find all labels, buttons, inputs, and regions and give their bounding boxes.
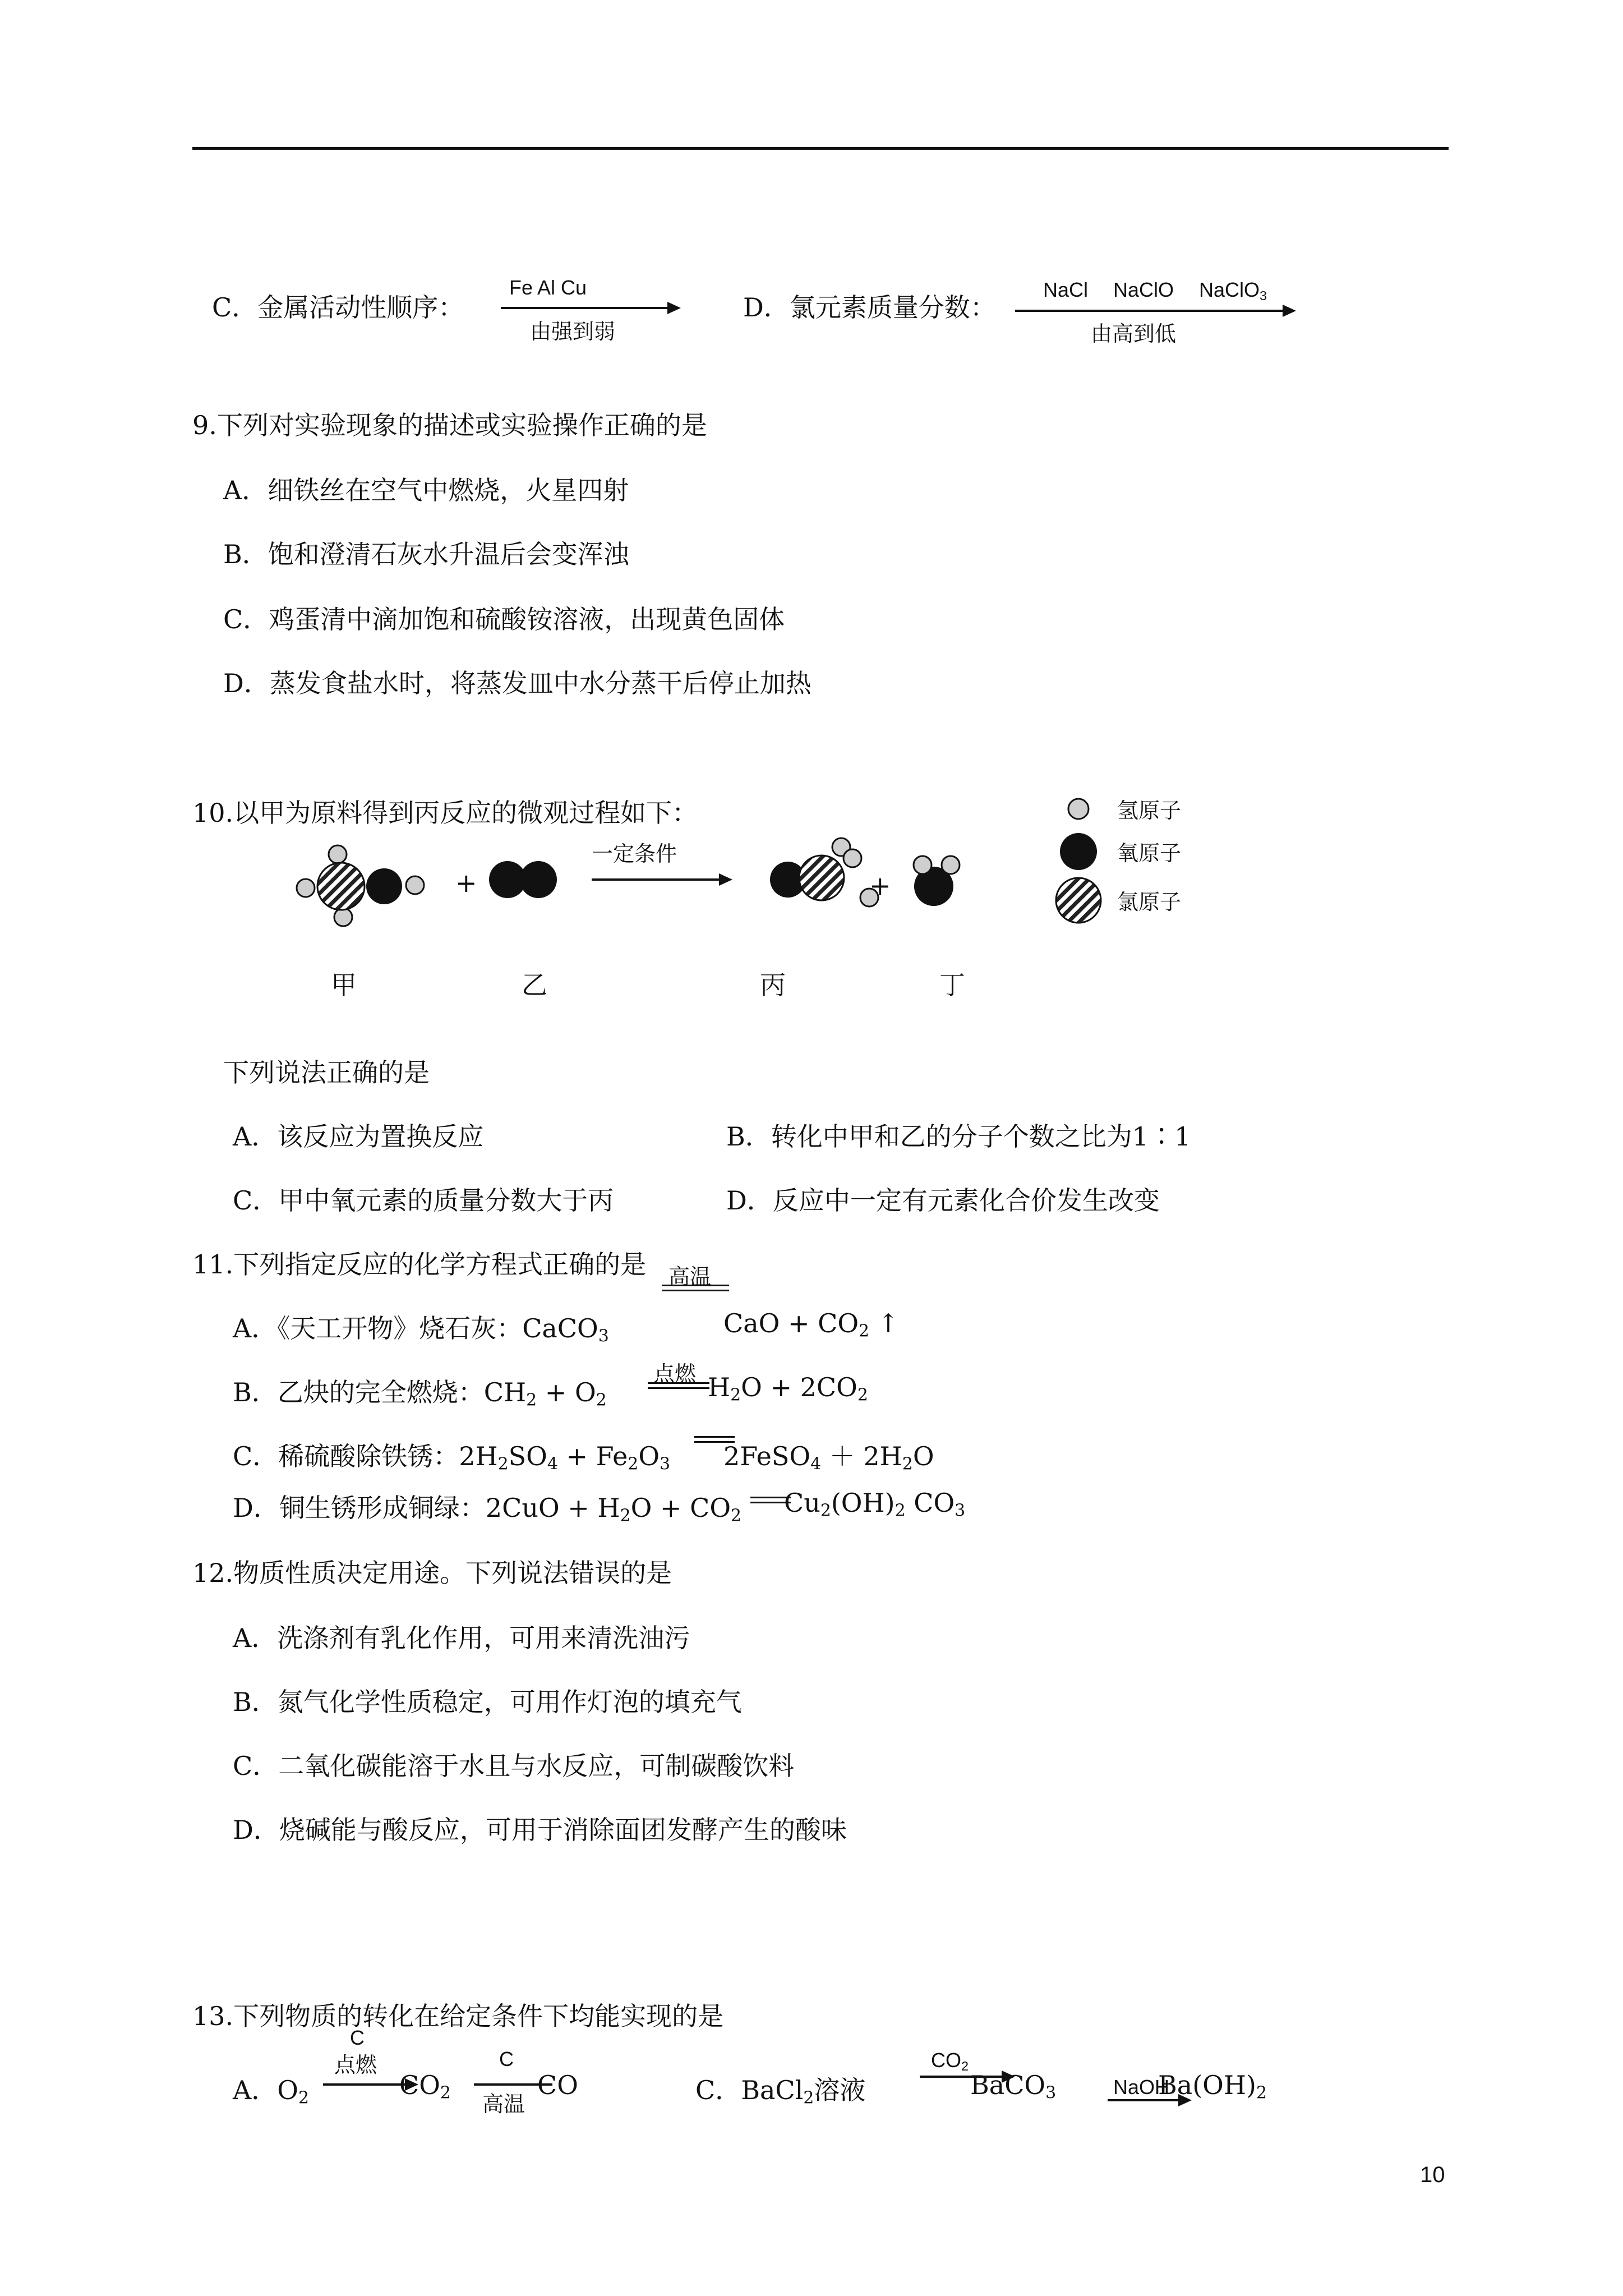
q11-option-c-product: 2FeSO$_4$ ＋ $2H_2O$: [723, 1441, 934, 1474]
q11-b-equals: [648, 1382, 709, 1389]
prev-c-arrow-head: [667, 302, 681, 314]
q10-reaction-diagram: [280, 785, 1234, 954]
q13-a-middle: $CO_2$: [399, 2070, 451, 2103]
prev-c-arrow-top: Fe Al Cu: [509, 276, 587, 299]
q10-option-a: A．该反应为置换反应: [233, 1121, 484, 1152]
legend-o-icon: [1060, 833, 1097, 870]
h-atom: [297, 879, 315, 897]
q11-a-equals: [662, 1285, 729, 1291]
legend-cl-icon: [1056, 878, 1101, 923]
prev-d-arrow-top-1: NaCl: [1043, 278, 1089, 301]
legend-o-label: 氧原子: [1117, 841, 1182, 866]
q13-option-c: C．BaCl$_2$溶液: [695, 2075, 866, 2108]
molecule-ding: [914, 856, 960, 906]
h-atom: [334, 908, 352, 926]
condition-label: 一定条件: [592, 841, 677, 866]
reaction-arrow: [592, 878, 721, 881]
label-jia: 甲: [331, 970, 357, 1000]
q10-option-b: B．转化中甲和乙的分子个数之比为1∶1: [726, 1121, 1191, 1152]
q13-a-reagent-2: C: [499, 2047, 514, 2070]
q9-option-d: D．蒸发食盐水时，将蒸发皿中水分蒸干后停止加热: [223, 668, 811, 698]
q12-option-c: C．二氧化碳能溶于水且与水反应，可制碳酸饮料: [233, 1751, 795, 1781]
prev-d-arrow-top-2: NaClO: [1113, 278, 1174, 301]
q12-stem: 12.物质性质决定用途。下列说法错误的是: [192, 1558, 672, 1588]
q9-option-b: B．饱和澄清石灰水升温后会变浑浊: [223, 539, 629, 569]
o-atom: [366, 868, 402, 904]
q13-c-reagent-2: NaOH: [1113, 2076, 1170, 2099]
q11-option-b: B．乙炔的完全燃烧：$CH_2 + O_2$: [233, 1377, 607, 1410]
q10-option-d: D．反应中一定有元素化合价发生改变: [726, 1185, 1160, 1216]
q13-c-reagent-1: $CO_2$: [931, 2049, 969, 2073]
q9-stem: 9.下列对实验现象的描述或实验操作正确的是: [192, 410, 707, 440]
h-atom: [406, 876, 424, 894]
prev-option-d: D．氯元素质量分数：: [743, 292, 996, 323]
q12-option-d: D．烧碱能与酸反应，可用于消除面团发酵产生的酸味: [233, 1815, 847, 1845]
q11-option-d-product: $Cu_2(OH)_2$ $CO_3$: [784, 1488, 966, 1521]
prev-c-arrow-bottom: 由强到弱: [530, 319, 616, 344]
molecule-bing: [770, 838, 878, 907]
page-number: 10: [1420, 2162, 1445, 2187]
label-bing: 丙: [760, 970, 786, 1000]
h-atom: [942, 856, 960, 874]
prev-d-arrow-top-3: NaClO$_3$: [1199, 278, 1267, 303]
h-atom: [843, 849, 861, 867]
q13-a-condition-1: 点燃: [334, 2053, 377, 2077]
prev-d-arrow: [1015, 310, 1284, 312]
q11-option-a-product: CaO + $CO_2$ ↑: [723, 1308, 900, 1341]
q11-option-c: C．稀硫酸除铁锈：$2H_2SO_4 + Fe_2O_3$: [233, 1441, 671, 1474]
h-atom: [329, 845, 347, 863]
header-rule: [192, 147, 1449, 150]
label-yi: 乙: [522, 970, 547, 1000]
legend-h-label: 氢原子: [1117, 798, 1182, 823]
q11-option-a: A．《天工开物》烧石灰：CaCO$_3$: [233, 1313, 609, 1346]
plus-2: +: [869, 871, 891, 901]
prev-c-arrow: [501, 307, 669, 309]
q10-stem: 10.以甲为原料得到丙反应的微观过程如下：: [192, 798, 698, 828]
q12-option-a: A．洗涤剂有乳化作用，可用来清洗油污: [233, 1623, 690, 1653]
prev-option-c: C．金属活动性顺序：: [212, 292, 464, 323]
q13-a-reagent-1: C: [350, 2026, 365, 2049]
q13-option-a: A．$O_2$: [233, 2075, 309, 2108]
molecule-jia: [297, 845, 424, 926]
legend: [1056, 798, 1181, 923]
q11-a-condition: 高温: [668, 1264, 712, 1289]
q10-sub-stem: 下列说法正确的是: [223, 1057, 430, 1088]
q12-option-b: B．氮气化学性质稳定，可用作灯泡的填充气: [233, 1687, 742, 1717]
cl-atom: [799, 855, 844, 900]
molecule-yi: [489, 861, 557, 898]
q11-option-b-product: $H_2O + 2CO_2$: [708, 1372, 868, 1405]
q11-stem: 11.下列指定反应的化学方程式正确的是: [192, 1249, 647, 1280]
legend-h-icon: [1068, 799, 1089, 819]
label-ding: 丁: [939, 970, 965, 1000]
o-atom: [520, 861, 557, 898]
q10-option-c: C．甲中氧元素的质量分数大于丙: [233, 1185, 614, 1216]
q13-a-end: CO: [537, 2070, 578, 2100]
q9-option-c: C．鸡蛋清中滴加饱和硫酸铵溶液，出现黄色固体: [223, 604, 785, 634]
q13-stem: 13.下列物质的转化在给定条件下均能实现的是: [192, 2001, 724, 2031]
q13-a-condition-2: 高温: [482, 2092, 525, 2116]
prev-d-arrow-head: [1283, 305, 1296, 317]
prev-d-arrow-bottom: 由高到低: [1091, 321, 1177, 346]
q11-b-condition: 点燃: [653, 1361, 697, 1386]
q13-c-end: $Ba(OH)_2$: [1158, 2070, 1267, 2103]
q13-a-arrow-1: [323, 2083, 407, 2086]
h-atom: [914, 856, 932, 874]
q9-option-a: A．细铁丝在空气中燃烧，火星四射: [223, 475, 629, 505]
reaction-arrow-head: [719, 873, 732, 886]
q11-option-d: D．铜生锈形成铜绿：$2CuO + H_2O + CO_2$: [233, 1493, 742, 1526]
q13-c-middle: BaCO$_3$: [970, 2070, 1057, 2103]
plus-1: +: [455, 868, 477, 898]
cl-atom: [317, 863, 365, 910]
legend-cl-label: 氯原子: [1117, 890, 1182, 914]
